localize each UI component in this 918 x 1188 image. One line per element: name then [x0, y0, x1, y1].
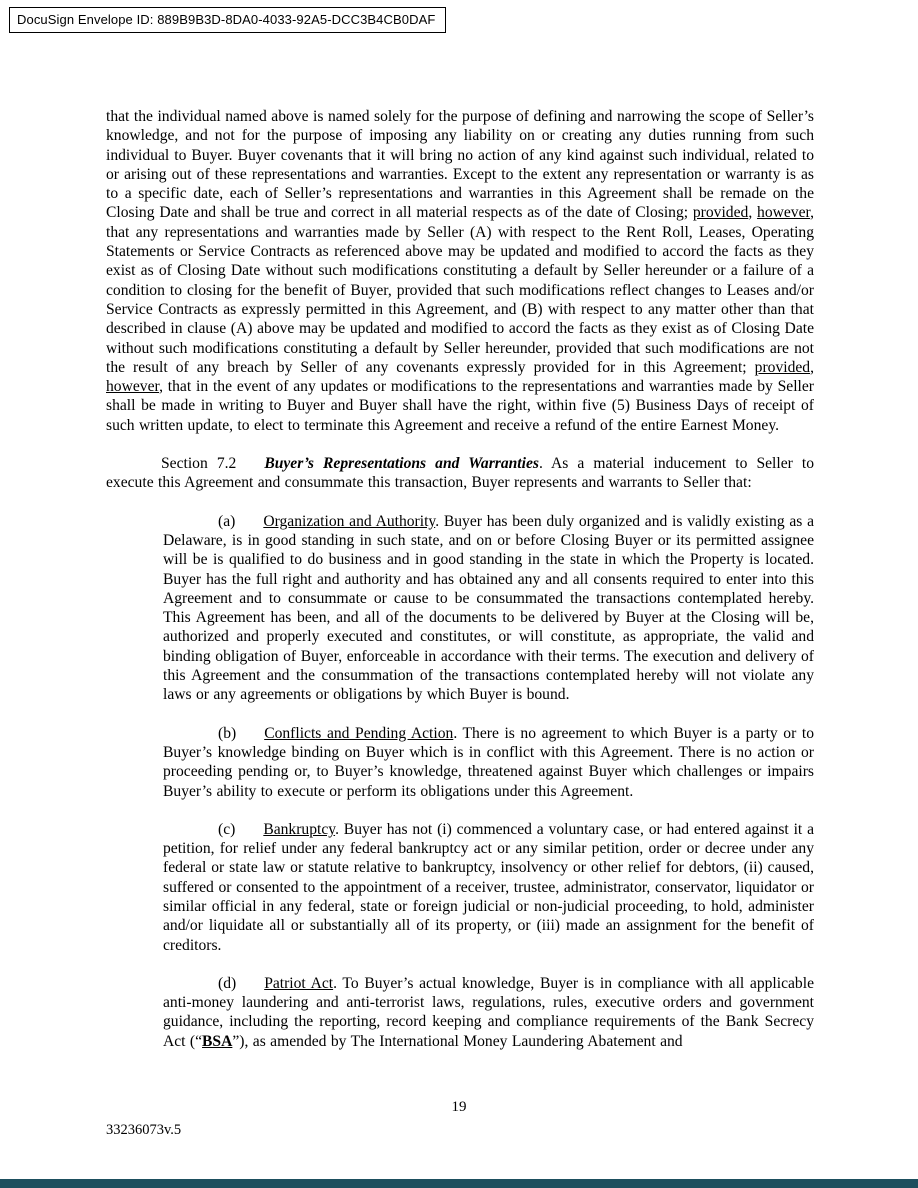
viewer-bottom-bar — [0, 1179, 918, 1188]
underlined-provided: provided — [754, 358, 811, 376]
text-run: , that any representations and warranties made by Seller (A) with respect to the Rent Roll, Leases, Operating Statements or Service Contracts as referenced above may be updated and modified to accord the facts as they exist as of Closing Date without such modifications constituting a default by Seller hereunder or a failure of a condition to closing for the benefit of Buyer, provided that such modifications reflect changes to Leases and/or Service Contracts as expressly permitted in this Agreement, and (B) with respect to any matter other than that described in clause (A) above may be updated and modified to accord the facts as they exist as of Closing Date without such modifications constituting a default by Seller hereunder, provided that such modifications are not the result of any breach by Seller of any covenants expressly provided for in this Agreement; — [106, 204, 814, 376]
subsection-c-bankruptcy — [163, 820, 814, 955]
text-run: . Buyer has not (i) commenced a voluntary case, or had entered against it a petition, for relief under any federal bankruptcy act or any similar petition, order or decree under any federal or state law or statute relative to bankruptcy, insolvency or other relief for debtors, (ii) caused, suffered or consented to the appointment of a receiver, trustee, administrator, conservator, liquidator or similar official in any federal, state or foreign judicial or non-judicial proceeding, to hold, administer and/or liquidate all or substantially all of its property, or (iii) made an assignment for the benefit of creditors. — [163, 820, 814, 954]
text-run: . As a material inducement to Seller to execute this Agreement and consummate this transaction, Buyer represents and warrants to Seller that: — [106, 455, 815, 492]
text-run: . Buyer has been duly organized and is validly existing as a Delaware, is in good standing in such state, and on or before Closing Buyer or its permitted assignee will be is qualified to do business and in good standing in the state in which the Property is located. Buyer has the full right and authority and has obtained any and all consents required to enter into this Agreement and to consummate or cause to be consummated the transactions contemplated hereby. This Agreement has been, and all of the documents to be delivered by Buyer at the Closing will be, authorized and properly executed and constitutes, or will constitute, as appropriate, the valid and binding obligation of Buyer, enforceable in accordance with their terms. The execution and delivery of this Agreement and the consummation of the transactions contemplated hereby will not violate any laws or any agreements or obligations by which Buyer is bound. — [163, 512, 815, 704]
document-control-number: 33236073v.5 — [106, 1122, 182, 1138]
subsection-heading: Conflicts and Pending Action — [264, 724, 454, 742]
underlined-however: however — [757, 204, 811, 222]
section-7-2-heading: Buyer’s Representations and Warranties — [264, 455, 539, 473]
paragraph-seller-representations-continuation — [106, 107, 814, 435]
text-run: . To Buyer’s actual knowledge, Buyer is in compliance with all applicable anti-money laundering and anti-terrorist laws, regulations, rules, executive orders and government guidance, including the reporting, record keeping and compliance requirements of the Bank Secrecy Act (“ — [163, 974, 814, 1050]
docusign-envelope-id — [9, 7, 446, 33]
text-run: . There is no agreement to which Buyer is a party or to Buyer’s knowledge binding on Buyer which is in conflict with this Agreement. There is no action or proceeding pending or, to Buyer’s knowledge, threatened against Buyer which challenges or impairs Buyer’s ability to execute or perform its obligations under this Agreement. — [163, 724, 814, 800]
page-number: 19 — [451, 1099, 467, 1115]
text-run: ”), as amended by The International Money Laundering Abatement and — [232, 1032, 683, 1050]
subsection-d-patriot-act — [163, 974, 814, 1051]
subsection-letter: (c) — [218, 820, 236, 838]
bsa-defined-term: BSA — [202, 1032, 233, 1050]
subsection-letter: (d) — [218, 974, 237, 992]
subsection-heading: Bankruptcy — [263, 820, 336, 838]
text-run: , — [748, 204, 758, 222]
subsection-heading: Organization and Authority — [263, 512, 436, 530]
underlined-provided: provided — [692, 204, 749, 222]
subsection-heading: Patriot Act — [264, 974, 334, 992]
subsection-a-organization-and-authority — [163, 512, 814, 705]
section-7-2-paragraph — [106, 454, 814, 493]
subsection-b-conflicts-and-pending-action — [163, 724, 814, 801]
text-run: , that in the event of any updates or modifications to the representations and warranties made by Seller shall be made in writing to Buyer and Buyer shall have the right, within five (5) Business Days of receipt of such written update, to elect to terminate this Agreement and receive a refund of the entire Earnest Money. — [106, 378, 814, 434]
subsection-letter: (b) — [218, 724, 237, 742]
envelope-id-text: DocuSign Envelope ID: 889B9B3D-8DA0-4033-92A5-DCC3B4CB0DAF — [17, 12, 436, 27]
contract-page-body — [106, 107, 814, 1051]
text-run: , — [810, 358, 814, 376]
underlined-however: however — [106, 378, 160, 396]
text-run: that the individual named above is named solely for the purpose of defining and narrowing the scope of Seller’s knowledge, and not for the purpose of imposing any liability on or creating any duties running from such individual to Buyer. Buyer covenants that it will bring no action of any kind against such individual, related to or arising out of these representations and warranties. Except to the extent any representation or warranty is as to a specific date, each of Seller’s representations and warranties in this Agreement shall be remade on the Closing Date and shall be true and correct in all material respects as of the date of Closing; — [106, 108, 814, 222]
section-number: Section 7.2 — [161, 455, 237, 473]
subsection-letter: (a) — [218, 512, 236, 530]
